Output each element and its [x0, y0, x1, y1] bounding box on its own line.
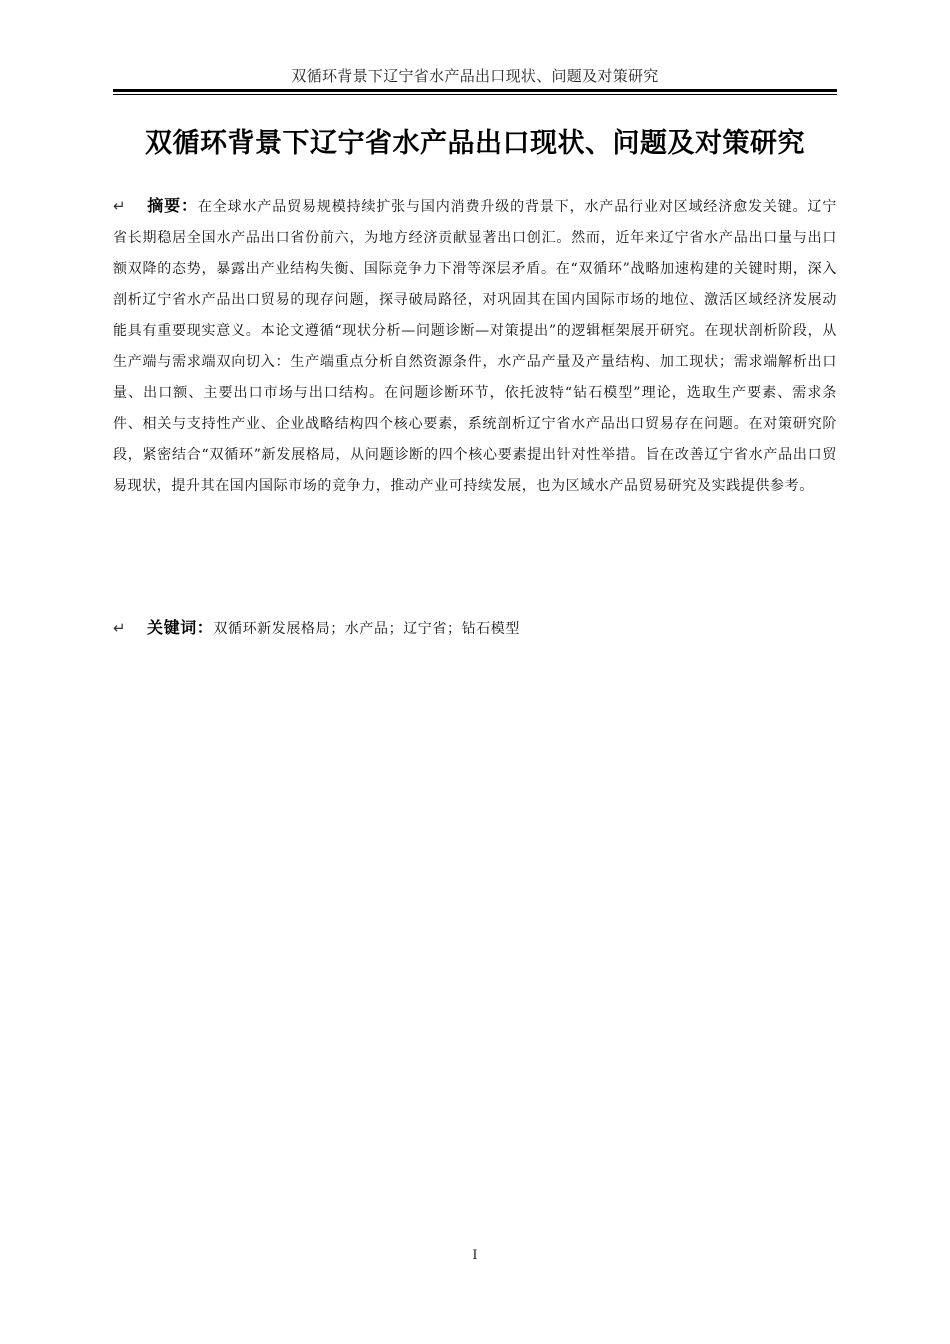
- return-arrow-icon: ↵: [113, 619, 127, 637]
- keywords-label: 关键词：: [147, 618, 214, 637]
- keywords-text: 双循环新发展格局；水产品；辽宁省；钻石模型: [213, 621, 521, 637]
- page-number: I: [472, 1248, 478, 1263]
- running-header: 双循环背景下辽宁省水产品出口现状、问题及对策研究: [291, 67, 659, 85]
- abstract-label: 摘要：: [147, 196, 198, 215]
- header-rule-thick: [113, 89, 837, 92]
- abstract-section: [113, 190, 837, 502]
- abstract-text: 在全球水产品贸易规模持续扩张与国内消费升级的背景下，水产品行业对区域经济愈发关键。辽宁省长期稳居全国水产品出口省份前六，为地方经济贡献显著出口创汇。然而，近年来辽宁省水产品出口量与出口额双降的态势，暴露出产业结构失衡、国际竞争力下滑等深层矛盾。在“双循环”战略加速构建的关键时期，深入剖析辽宁省水产品出口贸易的现存问题，探寻破局路径，对巩固其在国内国际市场的地位、激活区域经济发展动能具有重要现实意义。本论文遵循“现状分析—问题诊断—对策提出”的逻辑框架展开研究。在现状剖析阶段，从生产端与需求端双向切入：生产端重点分析自然资源条件，水产品产量及产量结构、加工现状；需求端解析出口量、出口额、主要出口市场与出口结构。在问题诊断环节，依托波特“钻石模型”理论，选取生产要素、需求条件、相关与支持性产业、企业战略结构四个核心要素，系统剖析辽宁省水产品出口贸易存在问题。在对策研究阶段，紧密结合“双循环”新发展格局，从问题诊断的四个核心要素提出针对性举措。旨在改善辽宁省水产品出口贸易现状，提升其在国内国际市场的竞争力，推动产业可持续发展，也为区域水产品贸易研究及实践提供参考。: [113, 199, 837, 494]
- keywords-section: [113, 612, 837, 645]
- header-rule-thin: [113, 94, 837, 95]
- paper-title: 双循环背景下辽宁省水产品出口现状、问题及对策研究: [145, 128, 805, 159]
- return-arrow-icon: ↵: [113, 197, 127, 215]
